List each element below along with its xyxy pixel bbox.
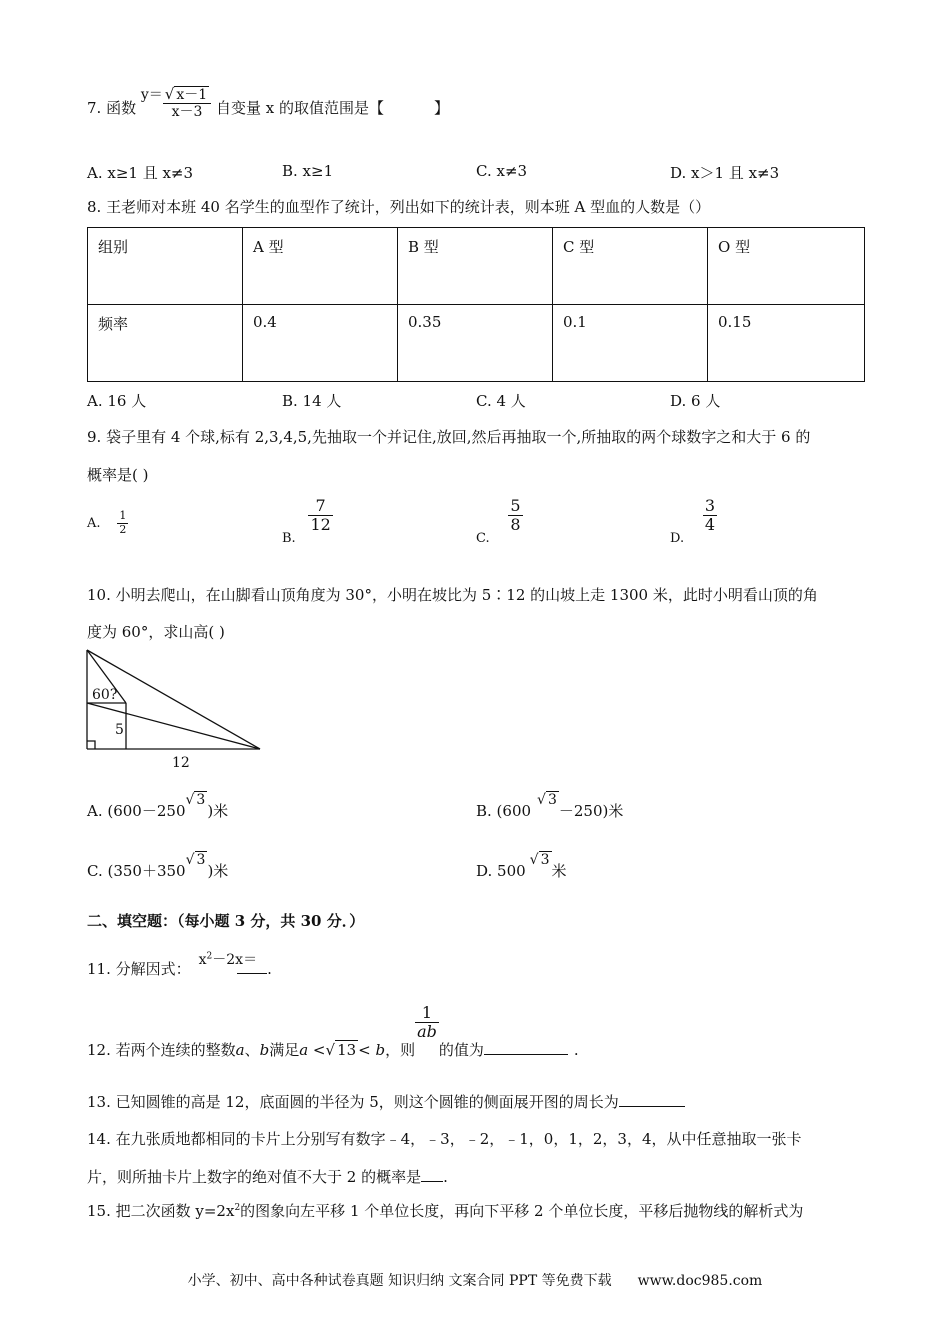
expr-base: x: [198, 952, 207, 968]
table-cell: O 型: [708, 228, 865, 305]
q9-option-d[interactable]: [670, 496, 717, 546]
q9-option-a-fraction: [117, 510, 128, 536]
sqrt-symbol: √ 3: [185, 792, 206, 808]
q9-option-a[interactable]: [87, 510, 128, 536]
q8-option-d[interactable]: D. 6 人: [670, 392, 721, 410]
question-14-line-2: [87, 1166, 448, 1187]
q15-stem-rest: 的图象向左平移 1 个单位长度，再向下平移 2 个单位长度，平移后抛物线的解析式为: [240, 1202, 804, 1220]
question-14-line-1: 14. 在九张质地都相同的卡片上分别写有数字﹣4，﹣3，﹣2，﹣1，0，1，2，3，4，从中任意抽取一张卡: [87, 1130, 802, 1148]
radicand: 3: [540, 852, 550, 868]
inequality-left: a <: [299, 1040, 326, 1059]
q12-fraction: [415, 1004, 439, 1042]
mountain-slope-figure: [80, 645, 270, 775]
numerator: 5: [510, 496, 521, 515]
question-10-line-2: 度为 60°，求山高( ): [87, 623, 225, 641]
option-label: D.: [670, 530, 685, 546]
denominator: 2: [119, 522, 127, 536]
numerator: 7: [315, 496, 326, 515]
radicand: 3: [196, 792, 206, 808]
sqrt-symbol: √ 3: [537, 792, 557, 808]
side-label: 5: [115, 722, 124, 738]
q9-option-c-fraction: [508, 497, 522, 535]
q14-answer-blank[interactable]: [421, 1181, 443, 1182]
table-cell: 0.35: [398, 305, 553, 382]
q7-option-a[interactable]: A. x≥1 且 x≠3: [87, 164, 194, 182]
q9-option-b[interactable]: [282, 496, 333, 546]
table-cell: 0.15: [708, 305, 865, 382]
q15-stem: 15. 把二次函数 y=2x: [87, 1202, 235, 1220]
table-cell: 0.1: [553, 305, 708, 382]
q12-period: .: [573, 1040, 579, 1059]
q8-option-a[interactable]: A. 16 人: [87, 392, 147, 410]
q10-option-b[interactable]: [476, 792, 624, 821]
q10-option-a[interactable]: [87, 792, 229, 821]
numerator: 3: [704, 496, 716, 515]
section-2-title: 二、填空题：（每小题 3 分，共 30 分．）: [87, 912, 365, 930]
table-cell: 0.4: [243, 305, 398, 382]
option-label: A.: [87, 516, 101, 532]
q9-option-b-fraction: [308, 497, 332, 535]
blood-type-table: [87, 227, 865, 382]
q7-numerator: x－1: [176, 87, 208, 103]
q13-stem: 13. 已知圆锥的高是 12，底面圆的半径为 5，则这个圆锥的侧面展开图的周长为: [87, 1093, 619, 1111]
q10-option-d[interactable]: [476, 852, 567, 881]
question-9-line-1: 9. 袋子里有 4 个球,标有 2,3,4,5,先抽取一个并记住,放回,然后再抽取一个,所抽取的两个球数字之和大于 6 的: [87, 428, 811, 446]
slope-line: [87, 703, 260, 749]
sqrt-symbol: √ 3: [529, 852, 550, 868]
q7-option-d[interactable]: D. x＞1 且 x≠3: [670, 164, 780, 182]
table-cell: B 型: [398, 228, 553, 305]
angle-label: 60?: [92, 687, 118, 703]
separator: 、: [244, 1040, 260, 1059]
option-text: －250)米: [558, 802, 624, 820]
q9-option-d-fraction: [703, 497, 717, 535]
question-15: [87, 1200, 803, 1221]
table-cell: 组别: [88, 228, 243, 305]
q11-period: .: [267, 960, 272, 978]
table-header-row: [88, 228, 865, 305]
option-text: )米: [207, 802, 229, 820]
table-cell: 频率: [88, 305, 243, 382]
denominator: 4: [704, 515, 716, 535]
denominator: ab: [417, 1022, 437, 1042]
question-13: [87, 1091, 685, 1112]
option-label: B.: [282, 530, 296, 546]
option-text: B. (600: [476, 802, 532, 820]
radicand: 3: [196, 852, 206, 868]
question-7: [87, 85, 449, 126]
q11-expression: [199, 952, 257, 968]
q7-function-fraction: $\frac{√ x-1}{x-3}$: [163, 86, 211, 120]
expr-rest: －2x＝: [212, 952, 258, 968]
q7-denominator: x－3: [163, 103, 211, 120]
question-8-stem: 8. 王老师对本班 40 名学生的血型作了统计，列出如下的统计表，则本班 A 型血的人数是（）: [87, 198, 711, 216]
q14-period: .: [443, 1168, 448, 1186]
q8-option-c[interactable]: C. 4 人: [476, 392, 526, 410]
exponent: 2: [234, 1203, 241, 1213]
var-a: a: [235, 1040, 245, 1059]
q12-answer-blank[interactable]: [484, 1054, 568, 1055]
expr-exponent: 2: [206, 951, 213, 962]
q7-function-lhs: y＝: [140, 87, 163, 104]
q10-option-c[interactable]: [87, 852, 229, 881]
q7-option-b[interactable]: B. x≥1: [282, 162, 334, 180]
option-text: 米: [551, 862, 567, 880]
table-cell: C 型: [553, 228, 708, 305]
radicand: 13: [337, 1040, 357, 1059]
q7-stem: 自变量 x 的取值范围是【: [215, 99, 384, 118]
q7-option-c[interactable]: C. x≠3: [476, 162, 528, 180]
q13-answer-blank[interactable]: [619, 1106, 685, 1107]
numerator: 1: [119, 509, 127, 522]
right-angle-mark: [87, 741, 95, 749]
radicand: 3: [547, 792, 557, 808]
table-cell: A 型: [243, 228, 398, 305]
option-text: )米: [207, 862, 229, 880]
footer-site-link[interactable]: www.doc985.com: [637, 1273, 763, 1289]
option-label: C.: [476, 530, 490, 546]
q11-stem: 11. 分解因式：: [87, 960, 191, 978]
q12-stem: 12. 若两个连续的整数: [87, 1040, 236, 1059]
q9-option-c[interactable]: [476, 496, 523, 546]
denominator: 12: [310, 515, 331, 535]
denominator: 8: [510, 515, 521, 535]
q11-answer-blank[interactable]: [237, 973, 267, 974]
footer-text: 小学、初中、高中各种试卷真题 知识归纳 文案合同 PPT 等免费下载: [187, 1273, 612, 1289]
q14-stem: 片，则所抽卡片上数字的绝对值不大于 2 的概率是: [87, 1168, 422, 1186]
sqrt-symbol: √ 13: [325, 1040, 357, 1059]
question-10-line-1: 10. 小明去爬山，在山脚看山顶角度为 30°，小明在坡比为 5∶12 的山坡上走 1300 米，此时小明看山顶的角: [87, 586, 818, 604]
inequality-right: < b: [358, 1040, 386, 1059]
q8-option-b[interactable]: B. 14 人: [282, 392, 342, 410]
option-text: C. (350＋350: [87, 862, 186, 880]
question-12: [87, 1003, 579, 1059]
q7-bracket-close: 】: [433, 99, 449, 118]
option-text: A. (600－250: [87, 802, 186, 820]
option-text: D. 500: [476, 862, 526, 880]
question-11: [87, 951, 272, 979]
q7-number: 7. 函数: [87, 99, 137, 118]
page-footer: [0, 1270, 950, 1290]
q12-stem-mid: 满足: [269, 1040, 300, 1059]
base-label: 12: [172, 755, 190, 771]
table-row: [88, 305, 865, 382]
var-b: b: [259, 1040, 270, 1059]
sqrt-symbol: √ 3: [185, 852, 206, 868]
numerator: 1: [421, 1003, 433, 1022]
q12-then: ，则: [385, 1040, 416, 1059]
q12-value-text: 的值为: [438, 1040, 484, 1059]
question-9-line-2: 概率是( ): [87, 466, 149, 484]
